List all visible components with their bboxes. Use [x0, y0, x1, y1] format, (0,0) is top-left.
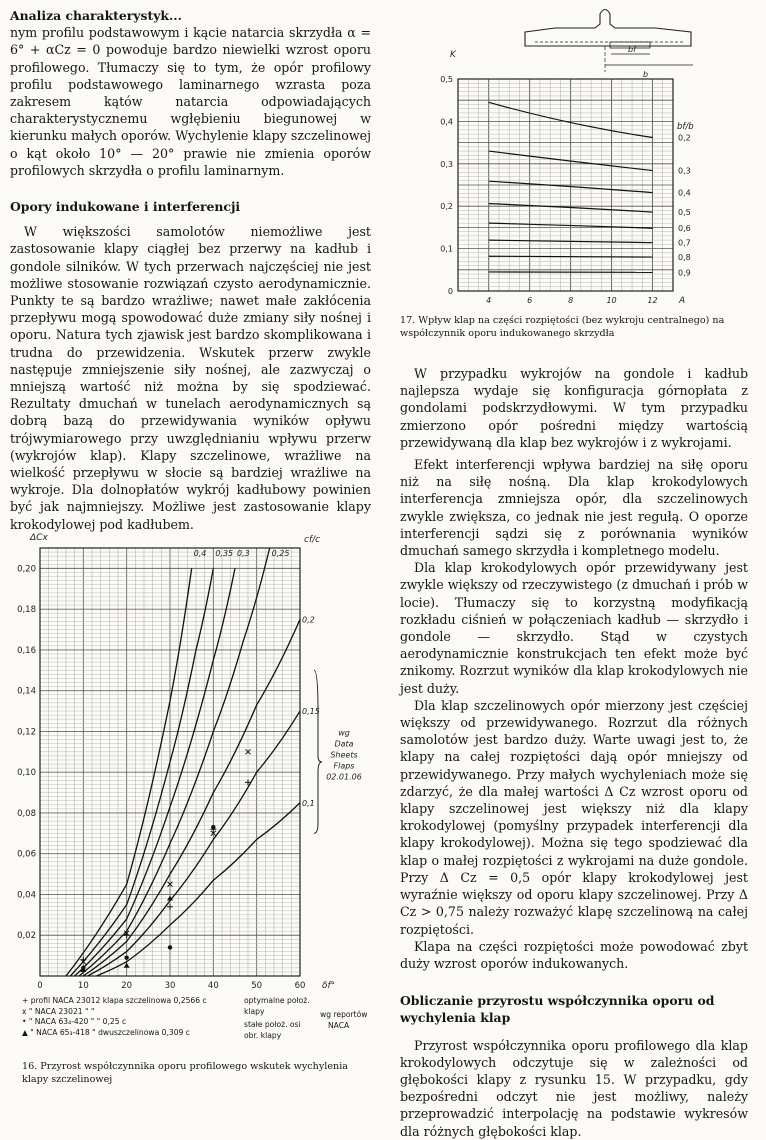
- curve-label: 0,3: [237, 549, 250, 558]
- marker-dot: [124, 955, 128, 959]
- y-axis-label: ΔCx: [29, 533, 48, 543]
- section-heading-calc: Obliczanie przyrostu współczynnika oporu od wychylenia klap: [400, 992, 748, 1026]
- annotation-text: Flaps: [334, 762, 355, 771]
- curve-label: 0,15: [302, 707, 320, 716]
- right-paragraph-5: Klapa na części rozpiętości może powodować zbyt duży wzrost oporów indukowanych.: [400, 938, 748, 972]
- f16-labels: [17, 533, 335, 991]
- y-tick-label: 0,16: [17, 646, 36, 656]
- right-paragraph-1: W przypadku wykrojów na gondole i kadłub najlepsza wydaje się konfiguracja górnopłata z gondolami podskrzydłowymi. W tym przypadku zmierzono opór pośredni między wartością przewidywaną dla klap bez wykrojów i z wykrojami.: [400, 365, 748, 451]
- curve-0-8: [489, 256, 653, 257]
- right-paragraph-2: Efekt interferencji wpływa bardziej na siłę oporu niż na siłę nośną. Dla klap krokodylowych interferencja zmniejsza opór, dla szczelinowych zwykle zwiększa, co jednak nie jest regułą. O oporze interferencji sądzi się z porównania wyników dmuchań samego skrzydła i kompletnego modelu.: [400, 456, 748, 559]
- f17-wing-inset: [525, 10, 693, 80]
- wing-outline: [525, 10, 691, 47]
- curve-0-15: [88, 711, 300, 976]
- x-tick-label: 8: [568, 296, 573, 305]
- curve-label: 0,2: [678, 134, 691, 143]
- y-tick-label: 0,10: [17, 768, 36, 778]
- y-tick-label: 0,08: [17, 809, 36, 819]
- legend-group-1: optymalne położ. klapy: [244, 996, 316, 1017]
- y-tick-label: 0,5: [440, 75, 453, 84]
- y-tick-label: 0,3: [440, 160, 453, 169]
- curve-label: 0,4: [194, 549, 207, 558]
- right-paragraph-3: Dla klap krokodylowych opór przewidywany jest zwykle większy od rzeczywistego (z dmuchań i prób w locie). Tłumaczy się to korzystną modyfikacją rozkładu ciśnień w połączeniach kadłub — skrzydło i gondole — skrzydło. Stąd w czystych aerodynamicznie konstrukcjach ten efekt może być znikomy. Rozrzut wyników dla klap krokodylowych nie jest duży.: [400, 559, 748, 697]
- curve-label: 0,9: [678, 268, 691, 277]
- legend-row-1: + profil NACA 23012 klapa szczelinowa 0,2566 c: [22, 996, 372, 1007]
- curve-0-25: [79, 548, 270, 976]
- figure-16-caption: 16. Przyrost współczynnika oporu profilowego wskutek wychylenia klapy szczelinowej: [22, 1060, 367, 1086]
- curve-label: 0,7: [678, 239, 691, 248]
- figure-16-legend: [22, 996, 372, 1050]
- right-paragraph-6: Przyrost współczynnika oporu profilowego dla klap krokodylowych odczytuje się w zależności od głębokości klapy z rysunku 15. W przypadku, gdy bezpośredni odczyt nie jest możliwy, należy przeprowadzić interpolację na podstawie wykresów dla różnych głębokości klap.: [400, 1037, 748, 1140]
- annotation-text: Sheets: [330, 751, 357, 760]
- x-tick-label: 60: [295, 981, 306, 991]
- y-tick-label: 0,20: [17, 564, 36, 574]
- y-tick-label: 0,4: [440, 117, 453, 126]
- inset-label-b: b: [643, 70, 648, 79]
- left-paragraph-1: nym profilu podstawowym i kącie natarcia skrzydła α = 6° + αCz = 0 powoduje bardzo niewielki wzrost oporu profilowego. Tłumaczy się to tym, że opór profilowy profilu podstawowego laminarnego wzrasta poza zakresem kątów natarcia odpowiadających charakterystycznemu wgłębieniu biegunowej w kierunku małych oporów. Wychylenie klapy szczelinowej o kąt około 10° — 20° prawie nie zmienia oporów profilowych skrzydła o profilu laminarnym.: [10, 24, 371, 179]
- x-tick-label: 0: [37, 981, 42, 991]
- y-tick-label: 0,1: [440, 245, 453, 254]
- running-head: Analiza charakterystyk...: [10, 7, 371, 24]
- annotation-text: Data: [334, 740, 353, 749]
- x-tick-label: 40: [208, 981, 219, 991]
- x-tick-label: 6: [527, 296, 532, 305]
- x-axis-label: δf°: [322, 981, 335, 991]
- legend-group-2: stałe położ. osi obr. klapy: [244, 1020, 316, 1041]
- x-tick-label: 12: [647, 296, 657, 305]
- right-paragraph-4: Dla klap szczelinowych opór mierzony jest częściej większy od przewidywanego. Rozrzut dla różnych samolotów jest bardzo duży. Warte uwagi jest to, że klapy na całej rozpiętości dają opór mniejszy od przewidywanego. Przy małych wychyleniach może się zdarzyć, że dla małej wartości Δ Cz wzrost oporu od klapy szczelinowej jest większy niż dla klapy krokodylowej (pomyślny przypadek interferencji dla klapy krokodylowej). Można się tego spodziewać dla klap o małej rozpiętości z wykrojami na duże gondole. Przy Δ Cz = 0,5 opór klapy krokodylowej jest wyraźnie większy od oporu klapy szczelinowej. Przy Δ Cz > 0,75 należy rozważyć klapę szczelinową na całej rozpiętości.: [400, 697, 748, 938]
- x-tick-label: 4: [486, 296, 491, 305]
- left-paragraph-2: W większości samolotów niemożliwe jest zastosowanie klapy ciągłej bez przerwy na kadłub i gondole silników. W tych przerwach najczęściej nie jest możliwe stosowanie rozwiązań czysto aerodynamicznie. Punkty te są bardzo wrażliwe; nawet małe zakłócenia przepływu mogą spowodować duże zmiany siły nośnej i oporu. Natura tych zjawisk jest bardzo skomplikowana i trudna do przewidzenia. Wskutek przerw zwykle następuje zmniejszenie siły nośnej, ale zazwyczaj o mniejszą wartość niż można by się spodziewać. Rezultaty dmuchań w tunelach aerodynamicznych są dobrą bazą do przewidywania wyników opływu trójwymiarowego przy uwzględnianiu wpływu przerw (wykrojów klap). Klapy szczelinowe, wrażliwe na wielkość przepływu w słocie są bardziej wrażliwe na wykroje. Dla dolnopłatów wykrój kadłubowy powinien być jak najmniejszy. Możliwe jest zastosowanie klapy krokodylowej pod kadłubem.: [10, 223, 371, 533]
- annotation-brace: [314, 670, 322, 833]
- right-column: [400, 365, 748, 1140]
- y-tick-label-zero: 0: [448, 287, 453, 296]
- legend-ref-2: NACA: [328, 1021, 349, 1032]
- y-tick-label: 0,04: [17, 890, 36, 900]
- curve-label: 0,3: [678, 167, 691, 176]
- y-tick-label: 0,06: [17, 850, 36, 860]
- right-axis-label: bf/b: [677, 122, 694, 132]
- annotation-text: wg: [338, 729, 350, 738]
- legend-row-3: • " NACA 63₄-420 " " 0,25 c: [22, 1017, 372, 1028]
- legend-row-4: ▲ " NACA 65₃-418 " dwuszczelinowa 0,309 c: [22, 1028, 372, 1039]
- curve-label: 0,8: [678, 253, 691, 262]
- x-tick-label: 20: [121, 981, 132, 991]
- curve-label: 0,1: [302, 799, 315, 808]
- curve-label: 0,6: [678, 224, 691, 233]
- x-tick-label: 10: [78, 981, 89, 991]
- right-axis-label: cf/c: [304, 535, 320, 545]
- figure-17-caption: 17. Wpływ klap na części rozpiętości (bez wykroju centralnego) na współczynnik oporu indukowanego skrzydła: [400, 314, 745, 340]
- f17-grid: [458, 79, 673, 291]
- section-heading-induced: Opory indukowane i interferencji: [10, 198, 371, 215]
- curve-label: 0,5: [678, 208, 691, 217]
- marker-dot: [168, 945, 172, 949]
- inset-label-bf: bf: [628, 45, 637, 54]
- y-axis-label: K: [450, 50, 457, 60]
- y-tick-label: 0,14: [17, 687, 36, 697]
- y-tick-label: 0,12: [17, 727, 36, 737]
- f16-annotation: [314, 670, 362, 833]
- curve-label: 0,2: [302, 615, 315, 624]
- marker-plus: [167, 904, 173, 910]
- x-tick-label: 10: [606, 296, 616, 305]
- legend-ref-1: wg reportów: [320, 1010, 368, 1021]
- y-tick-label: 0,18: [17, 605, 36, 615]
- x-tick-label: 30: [165, 981, 176, 991]
- f16-curves: [66, 548, 300, 976]
- x-tick-label: 50: [251, 981, 262, 991]
- curve-label: 0,25: [272, 549, 290, 558]
- legend-row-2: x " NACA 23021 " ": [22, 1007, 372, 1018]
- curve-label: 0,4: [678, 189, 691, 198]
- left-column: [10, 7, 371, 533]
- curve-label: 0,35: [215, 549, 233, 558]
- figure-16-chart: [0, 522, 380, 1002]
- marker-dot: [211, 825, 215, 829]
- x-axis-label: A: [678, 296, 685, 306]
- y-tick-label: 0,02: [17, 931, 36, 941]
- f16-markers: [80, 749, 251, 972]
- annotation-text: 02.01.06: [326, 773, 362, 782]
- figure-17-chart: [395, 2, 766, 314]
- y-tick-label: 0,2: [440, 202, 453, 211]
